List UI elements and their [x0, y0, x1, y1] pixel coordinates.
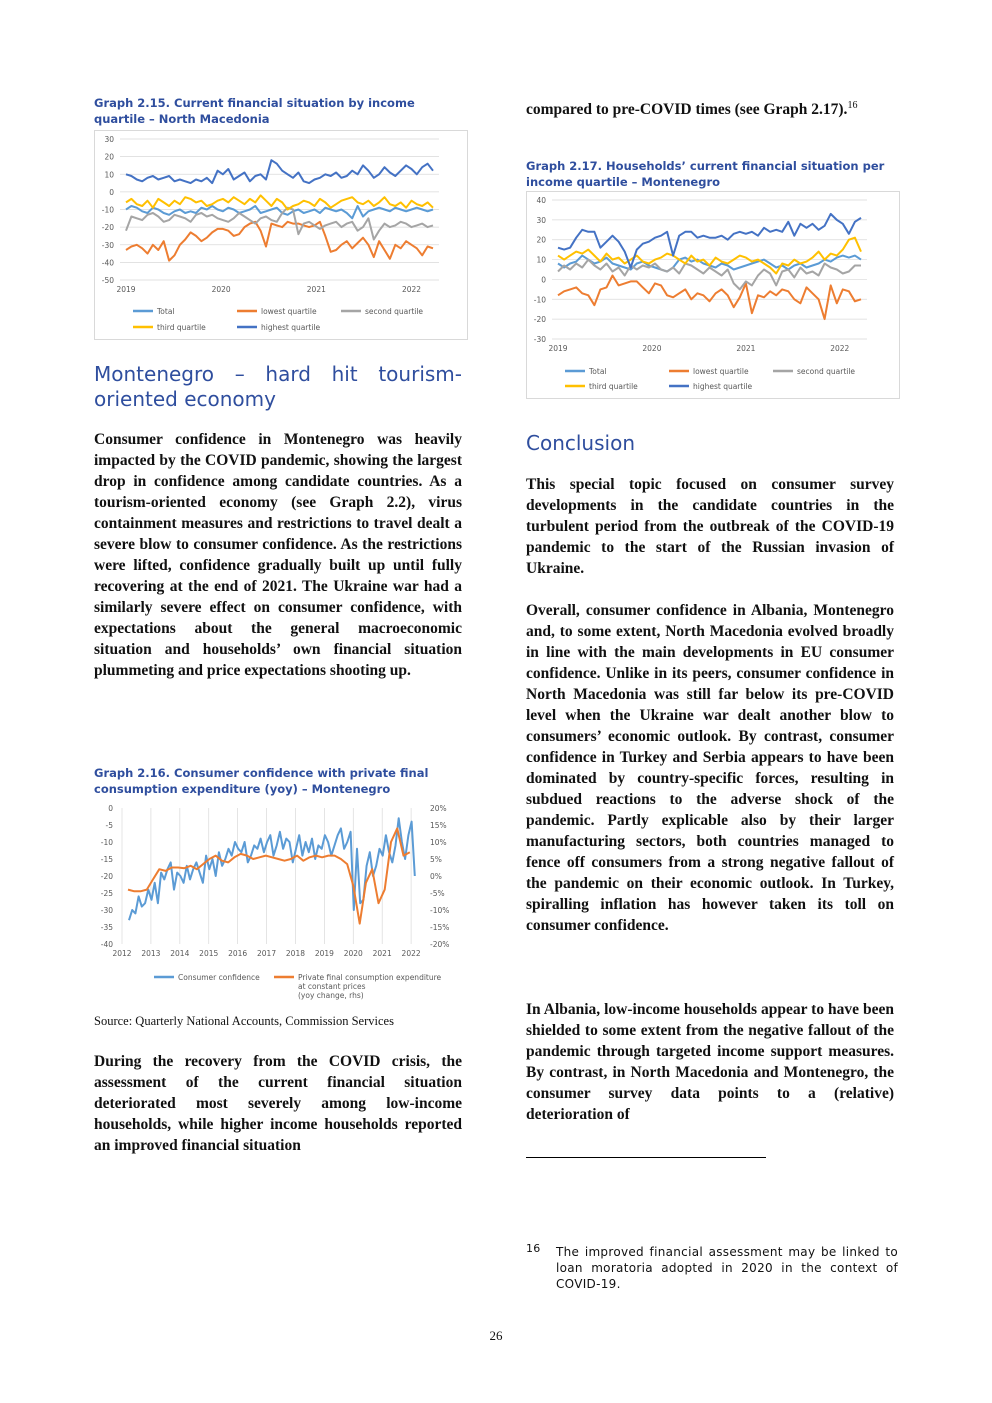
x-tick-label: 2019 [548, 344, 568, 353]
y2-tick-label: -10% [430, 906, 450, 915]
y-tick-label: 0 [109, 187, 114, 197]
conclusion-paragraph-2 [526, 600, 894, 936]
y-tick-label: -30 [533, 335, 546, 344]
x-tick-label: 2019 [314, 949, 334, 958]
graph-2-15-caption: Graph 2.15. Current financial situation by income quartile – North Macedonia [94, 96, 415, 126]
y-tick-label: 10 [104, 170, 114, 180]
conclusion-paragraph-2-text: Overall, consumer confidence in Albania, Montenegro and, to some extent, North Macedonia evolved broadly in line with the main developments in EU consumer confidence. Unlike in its peers, consumer confidence in North Macedonia was still far below its pre-COVID level when the Ukraine war dealt another blow to consumers’ economic outlook. By contrast, consumer confidence in Turkey and Serbia appears to have been dominated by country-specific forces, resulting in subdued reactions to the adverse shock of the pandemic. Partly explicable also by their larger manufacturing sectors, both countries managed to fence off consumers from a strong negative fallout of the pandemic on their economic outlook. In Turkey, spiralling inflation has however taken its toll on consumer confidence. [526, 602, 894, 934]
graph-2-15-chart-frame [94, 130, 468, 340]
y2-tick-label: -20% [430, 940, 450, 949]
second-quartile-legend-label: second quartile [365, 307, 424, 316]
montenegro-heading-word: hard [265, 362, 311, 386]
series-line-third-quartile [126, 195, 433, 209]
third-quartile-legend-label: third quartile [157, 323, 206, 332]
consumer-confidence-legend-label: Consumer confidence [178, 973, 260, 982]
graph-2-17-chart-frame [526, 191, 900, 399]
series-line-private-consumption [128, 828, 410, 923]
graph-2-17-caption: Graph 2.17. Households’ current financial situation per income quartile – Montenegro [526, 159, 885, 189]
y-tick-label: 20 [536, 235, 546, 245]
y2-tick-label: 10% [430, 838, 447, 847]
x-tick-label: 2022 [830, 344, 850, 353]
y-tick-label: -50 [101, 276, 114, 285]
montenegro-heading-word: hit [331, 362, 358, 386]
plot-area [534, 196, 867, 353]
y-tick-label: -40 [101, 258, 114, 268]
footnote-number: 16 [526, 1242, 541, 1255]
montenegro-paragraph-1 [94, 429, 462, 681]
conclusion-heading: Conclusion [526, 431, 635, 455]
continuation-paragraph [526, 95, 894, 120]
continuation-text: compared to pre-COVID times (see Graph 2.17). [526, 101, 848, 119]
x-tick-label: 2019 [116, 285, 136, 294]
y2-tick-label: -15% [430, 923, 450, 932]
montenegro-heading-line2: oriented economy [94, 387, 276, 411]
graph-2-16-caption: Graph 2.16. Consumer confidence with private final consumption expenditure (yoy) – Montenegro [94, 766, 429, 796]
plot-area [101, 804, 450, 958]
y-tick-label: -30 [100, 906, 113, 915]
second-quartile-legend-label: second quartile [797, 367, 856, 376]
y-tick-label: 0 [541, 275, 546, 285]
graph-2-16-source: Source: Quarterly National Accounts, Commission Services [94, 1014, 394, 1028]
footnote-separator [526, 1157, 766, 1158]
conclusion-paragraph-3-text: In Albania, low-income households appear to have been shielded to some extent from the negative fallout of the pandemic through targeted income support measures. By contrast, in North Macedonia and Montenegro, the consumer survey data points to a (relative) deterioration of [526, 1001, 894, 1123]
graph-2-16-chart [94, 800, 466, 1008]
x-tick-label: 2013 [141, 949, 161, 958]
highest-quartile-legend-label: highest quartile [693, 382, 753, 391]
x-tick-label: 2021 [306, 285, 326, 294]
y-tick-label: -25 [100, 889, 113, 898]
y-tick-label: -20 [100, 872, 113, 881]
y-tick-label: -10 [100, 838, 113, 847]
x-tick-label: 2014 [170, 949, 190, 958]
footnote-ref-16[interactable]: 16 [847, 100, 858, 111]
y-tick-label: -30 [101, 240, 114, 250]
y-tick-label: 20 [104, 152, 114, 162]
y-tick-label: 30 [536, 215, 546, 225]
legend-label-line: (yoy change, rhs) [298, 991, 364, 1000]
montenegro-heading-line1 [94, 362, 462, 387]
y-tick-label: -5 [105, 821, 113, 830]
conclusion-paragraph-1-text: This special topic focused on consumer survey developments in the candidate countries in the turbulent period from the outbreak of the COVID-19 pandemic to the start of the Russian invasion of Ukraine. [526, 476, 894, 577]
montenegro-heading-word: – [234, 362, 245, 386]
y-tick-label: -10 [533, 295, 546, 305]
x-tick-label: 2022 [401, 949, 421, 958]
y2-tick-label: 15% [430, 821, 447, 830]
footnote-text: The improved financial assessment may be linked to loan moratoria adopted in 2020 in the context of COVID-19. [556, 1245, 898, 1291]
x-tick-label: 2015 [199, 949, 219, 958]
private-consumption-legend-label [298, 973, 442, 1000]
x-tick-label: 2018 [285, 949, 306, 958]
graph-2-15-chart [95, 131, 467, 339]
x-tick-label: 2021 [736, 344, 756, 353]
x-tick-label: 2017 [257, 949, 277, 958]
conclusion-paragraph-1 [526, 474, 894, 579]
x-tick-label: 2021 [372, 949, 392, 958]
montenegro-section-heading [94, 362, 462, 412]
y-tick-label: -20 [533, 315, 546, 325]
legend-label-line: at constant prices [298, 982, 366, 991]
plot-area [102, 135, 439, 294]
montenegro-heading-word: tourism- [378, 362, 462, 386]
lowest-quartile-legend-label: lowest quartile [261, 307, 317, 316]
y-tick-label: -20 [101, 223, 114, 233]
recovery-paragraph-text: During the recovery from the COVID crisis, the assessment of the current financial situation deteriorated most severely among low-income households, while higher income households reported an improved financial situation [94, 1053, 462, 1154]
y-tick-label: 40 [536, 196, 546, 205]
series-line-lowest-quartile [126, 222, 433, 261]
graph-2-17-chart [527, 192, 899, 398]
series-line-highest-quartile [126, 160, 433, 183]
y2-tick-label: 0% [430, 872, 442, 881]
y-tick-label: -40 [100, 940, 113, 949]
y-tick-label: -10 [101, 205, 114, 215]
y-tick-label: 10 [536, 255, 546, 265]
x-tick-label: 2020 [642, 344, 662, 353]
y-tick-label: 30 [104, 135, 114, 144]
recovery-paragraph [94, 1051, 462, 1156]
y2-tick-label: 20% [430, 804, 447, 813]
x-tick-label: 2016 [228, 949, 248, 958]
montenegro-paragraph-1-text: Consumer confidence in Montenegro was heavily impacted by the COVID pandemic, showing the largest drop in confidence among candidate countries. As a tourism-oriented economy (see Graph 2.2), virus containment measures and restrictions to travel dealt a severe blow to consumer confidence. As the restrictions were lifted, confidence gradually built up until fully recovering at the end of 2021. The Ukraine war had a similarly severe effect on consumer confidence, with expectations about the general macroeconomic situation and households’ own financial situation plummeting and price expectations shooting up. [94, 431, 462, 679]
y2-tick-label: 5% [430, 855, 442, 864]
montenegro-heading-word: Montenegro [94, 362, 215, 386]
conclusion-paragraph-3 [526, 999, 894, 1125]
x-tick-label: 2012 [112, 949, 132, 958]
page-number: 26 [489, 1328, 503, 1343]
total-legend-label: Total [589, 367, 607, 376]
legend-label-line: Private final consumption expenditure [298, 973, 442, 982]
x-tick-label: 2022 [401, 285, 422, 294]
x-tick-label: 2020 [211, 285, 231, 294]
total-legend-label: Total [157, 307, 175, 316]
graph-2-16-chart-frame [94, 800, 466, 1008]
highest-quartile-legend-label: highest quartile [261, 323, 321, 332]
y-tick-label: -15 [100, 855, 113, 864]
y2-tick-label: -5% [430, 889, 445, 898]
y-tick-label: 0 [108, 804, 113, 813]
x-tick-label: 2020 [343, 949, 363, 958]
y-tick-label: -35 [100, 923, 113, 932]
lowest-quartile-legend-label: lowest quartile [693, 367, 749, 376]
series-line-lowest-quartile [558, 276, 861, 320]
third-quartile-legend-label: third quartile [589, 382, 638, 391]
